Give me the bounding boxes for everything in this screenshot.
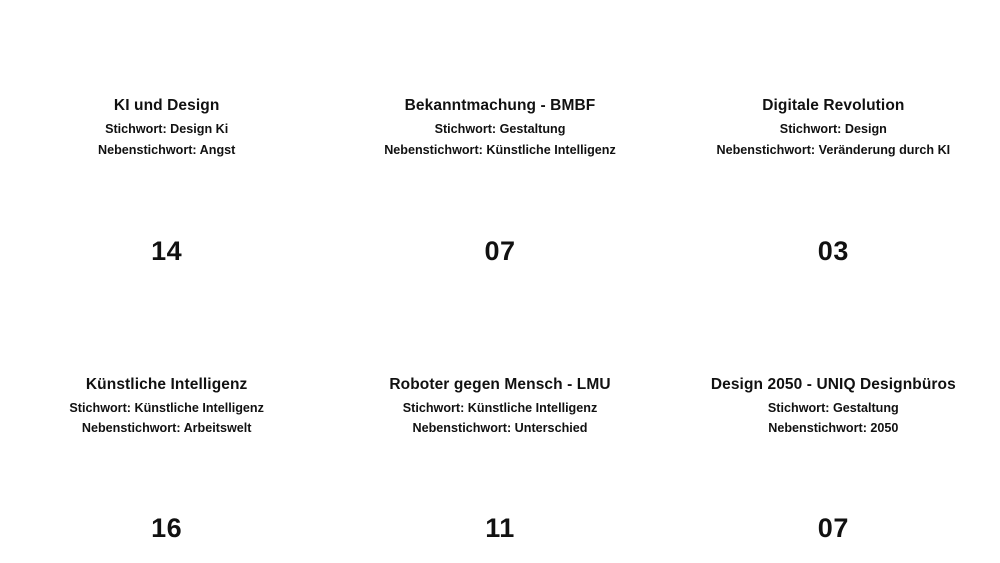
card-subkeyword: Nebenstichwort: 2050: [768, 421, 899, 436]
card-title: KI und Design: [113, 97, 220, 114]
card-keyword: Stichwort: Design: [779, 122, 887, 137]
card-title: Digitale Revolution: [762, 97, 905, 114]
card-subkeyword: Nebenstichwort: Unterschied: [412, 421, 588, 436]
card-keyword: Stichwort: Gestaltung: [434, 122, 566, 137]
card-keyword: Stichwort: Gestaltung: [767, 400, 899, 415]
card-item: [667, 0, 1000, 282]
card-subkeyword: Nebenstichwort: Veränderung durch KI: [716, 142, 951, 157]
card-item: [667, 282, 1000, 563]
card-subkeyword: Nebenstichwort: Arbeitswelt: [81, 421, 252, 436]
card-number: 07: [484, 235, 516, 266]
card-title: Künstliche Intelligenz: [85, 375, 248, 393]
card-keyword: Stichwort: Design Ki: [105, 122, 229, 137]
card-number: 07: [817, 513, 849, 544]
card-item: [0, 0, 333, 282]
card-keyword: Stichwort: Künstliche Intelligenz: [402, 400, 598, 415]
card-subkeyword: Nebenstichwort: Künstliche Intelligenz: [384, 142, 616, 157]
card-keyword: Stichwort: Künstliche Intelligenz: [69, 400, 264, 415]
card-subkeyword: Nebenstichwort: Angst: [97, 142, 236, 157]
card-item: [333, 0, 666, 282]
card-number: 11: [485, 513, 515, 544]
card-title: Roboter gegen Mensch - LMU: [389, 375, 611, 393]
card-item: [0, 282, 333, 563]
card-item: [333, 282, 666, 563]
card-number: 16: [151, 513, 183, 544]
card-number: 03: [817, 235, 849, 266]
card-title: Bekanntmachung - BMBF: [404, 97, 596, 114]
card-number: 14: [151, 235, 183, 266]
card-title: Design 2050 - UNIQ Designbüros: [710, 375, 956, 393]
